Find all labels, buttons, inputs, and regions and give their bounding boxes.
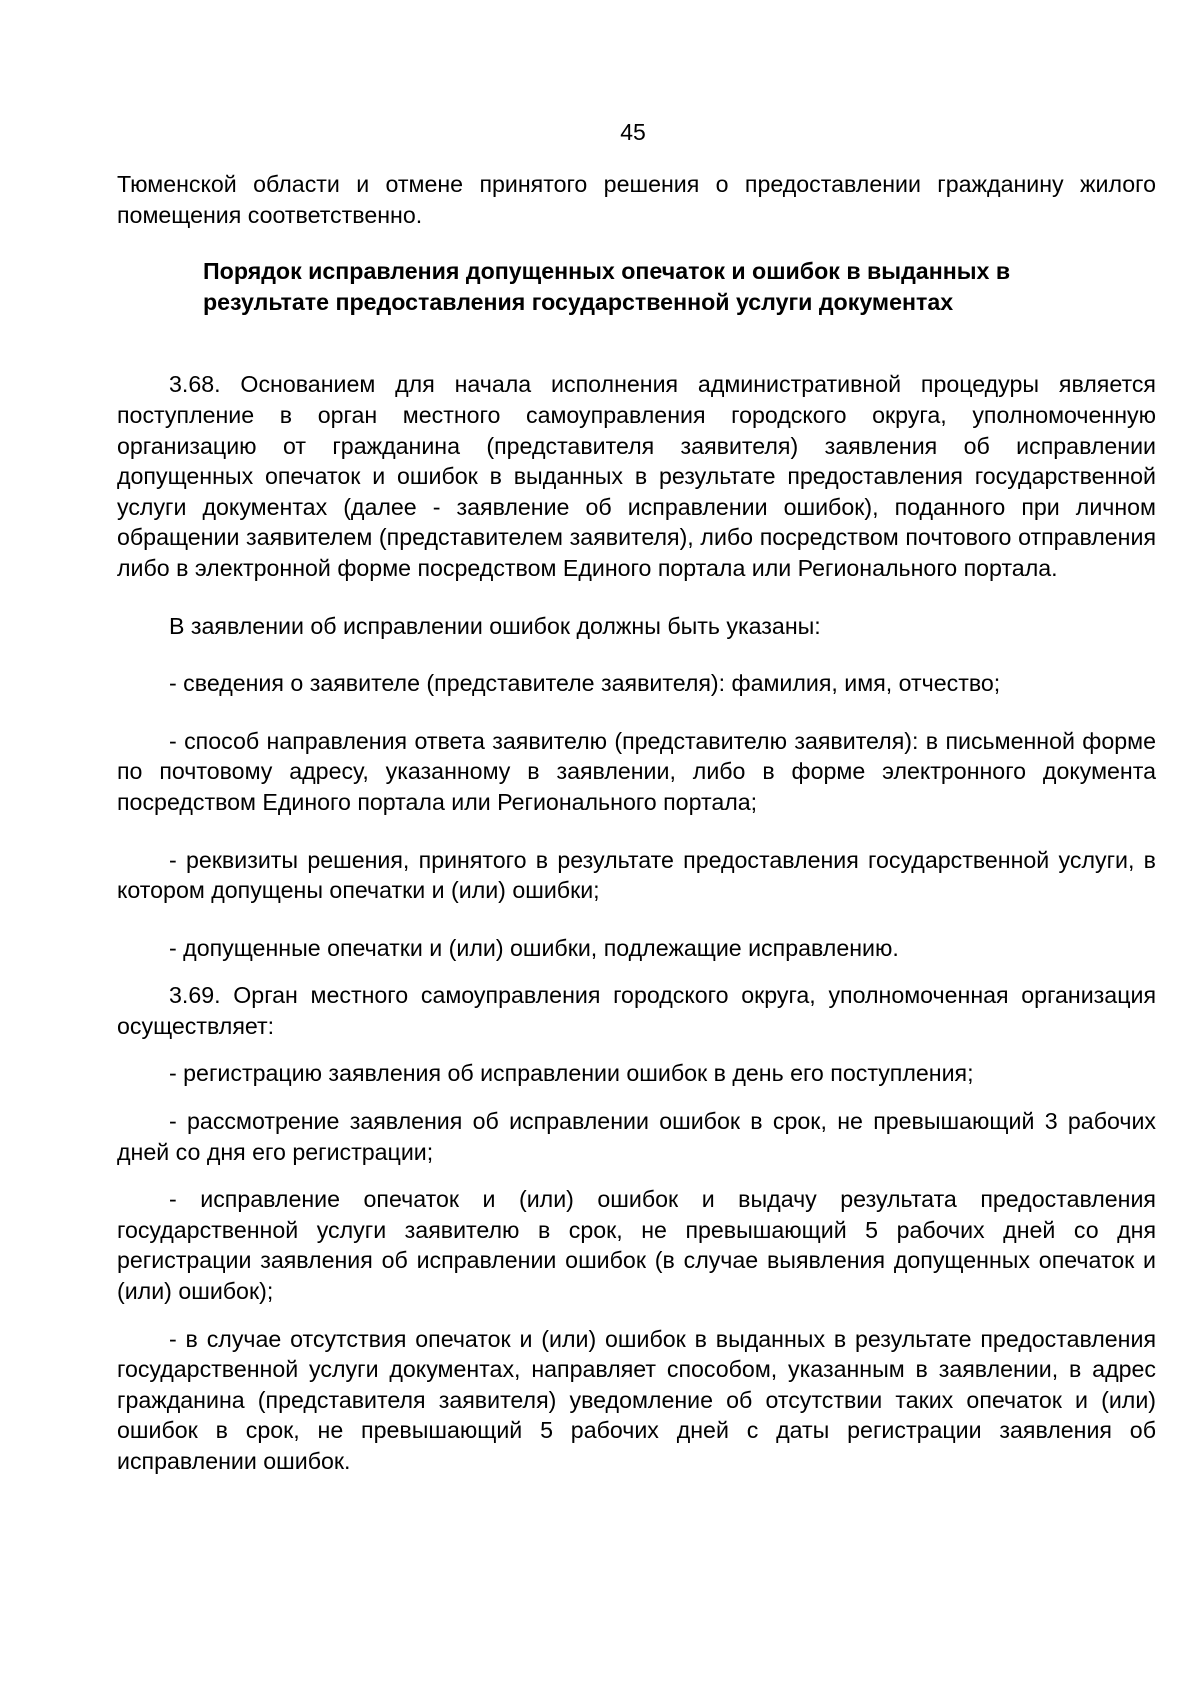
- intro-paragraph: Тюменской области и отмене принятого решения о предоставлении гражданину жилого помещения соответственно.: [117, 171, 1156, 228]
- list-item-decision-details: - реквизиты решения, принятого в результате предоставления государственной услуги, в котором допущены опечатки и (или) ошибки;: [117, 846, 1156, 904]
- list-item-review: - рассмотрение заявления об исправлении ошибок в срок, не превышающий 3 рабочих дней со дня его регистрации;: [117, 1108, 1156, 1165]
- paragraph-3-69: 3.69. Орган местного самоуправления городского округа, уполномоченная организация осуществляет:: [117, 982, 1156, 1039]
- list-item-errors: - допущенные опечатки и (или) ошибки, подлежащие исправлению.: [169, 934, 899, 961]
- list-item-correction: - исправление опечаток и (или) ошибок и выдачу результата предоставления государственной услуги заявителю в срок, не превышающий 5 рабочих дней со дня регистрации заявления об исправлении ошибок (в случае выявления допущенных опечаток и (или) ошибок);: [117, 1186, 1156, 1305]
- paragraph-requirements-intro: В заявлении об исправлении ошибок должны быть указаны:: [169, 612, 821, 639]
- page-number: 45: [620, 119, 646, 145]
- list-item-applicant-info: - сведения о заявителе (представителе заявителя): фамилия, имя, отчество;: [169, 670, 1001, 697]
- list-item-no-errors-notice: - в случае отсутствия опечаток и (или) ошибок в выданных в результате предоставления государственной услуги документах, направляет способом, указанным в заявлении, в адрес гражданина (представителя заявителя) уведомление об отсутствии таких опечаток и (или) ошибок в срок, не превышающий 5 рабочих дней с даты регистрации заявления об исправлении ошибок.: [117, 1325, 1156, 1474]
- list-item-registration: - регистрацию заявления об исправлении ошибок в день его поступления;: [169, 1060, 974, 1087]
- document-body: [117, 169, 1156, 1477]
- list-item-response-method: - способ направления ответа заявителю (представителю заявителя): в письменной форме по почтовому адресу, указанному в заявлении, либо в форме электронного документа посредством Единого портала или Регионального портала;: [117, 727, 1156, 815]
- paragraph-3-68: 3.68. Основанием для начала исполнения административной процедуры является поступление в орган местного самоуправления городского округа, уполномоченную организацию от гражданина (представителя заявителя) заявления об исправлении допущенных опечаток и ошибок в выданных в результате предоставления государственной услуги документах (далее - заявление об исправлении ошибок), поданного при личном обращении заявителем (представителем заявителя), либо посредством почтового отправления либо в электронной форме посредством Единого портала или Регионального портала.: [117, 371, 1156, 581]
- section-heading: Порядок исправления допущенных опечаток и ошибок в выданных в результате предоставления государственной услуги документах: [203, 258, 1011, 315]
